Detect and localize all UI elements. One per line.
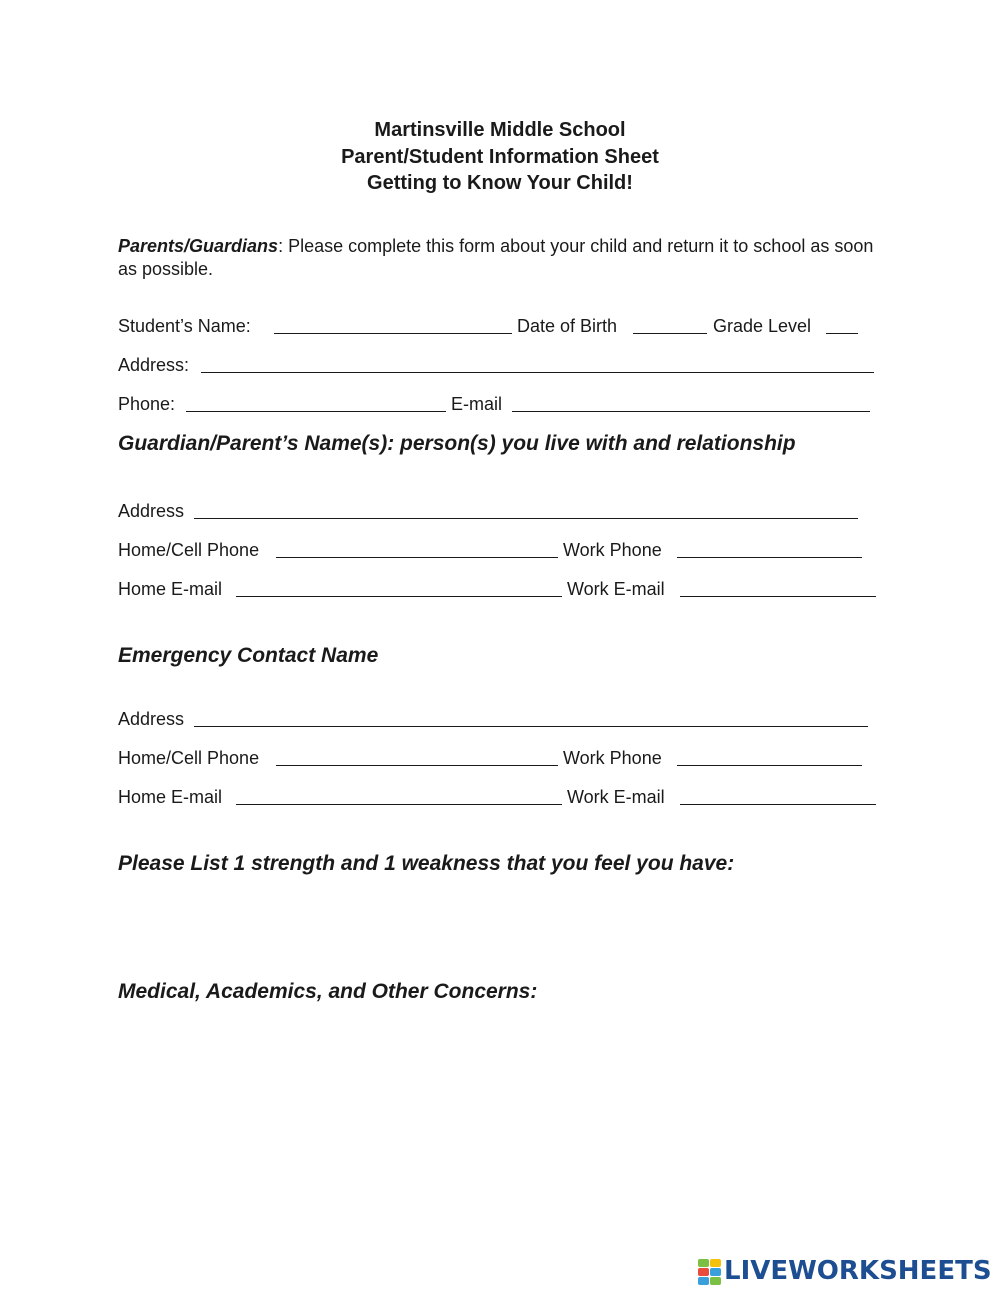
emergency-address-label: Address [118,709,185,729]
guardian-email-row [118,577,878,601]
student-address-row [118,353,878,377]
guardian-home-email-label: Home E-mail [118,579,223,599]
sheet-subtitle: Getting to Know Your Child! [367,172,633,194]
emergency-work-phone-label: Work Phone [563,748,662,768]
emergency-home-phone-field[interactable] [276,765,558,766]
emergency-heading: Emergency Contact Name [118,644,379,667]
logo-text: LIVEWORKSHEETS [724,1256,992,1286]
guardian-work-email-field[interactable] [680,596,876,597]
emergency-home-email-label: Home E-mail [118,787,223,807]
guardian-address-field[interactable] [194,518,858,519]
emergency-email-row [118,785,878,809]
guardian-home-phone-label: Home/Cell Phone [118,540,260,560]
student-contact-row [118,392,878,416]
student-name-row [118,314,878,338]
liveworksheets-logo [698,1255,992,1287]
intro-paragraph [118,235,888,281]
student-name-label: Student’s Name: [118,316,251,336]
guardian-work-email-label: Work E-mail [567,579,665,599]
student-email-field[interactable] [512,411,870,412]
sheet-title: Parent/Student Information Sheet [341,145,659,168]
emergency-work-email-label: Work E-mail [567,787,665,807]
logo-tiles-icon [698,1257,722,1285]
student-address-label: Address: [118,355,190,375]
form-header [0,117,1000,197]
guardian-address-label: Address [118,501,185,521]
student-name-field[interactable] [274,333,512,334]
concerns-heading: Medical, Academics, and Other Concerns: [118,980,538,1003]
strengths-heading: Please List 1 strength and 1 weakness that you feel you have: [118,852,735,875]
grade-level-field[interactable] [826,333,858,334]
guardian-work-phone-field[interactable] [677,557,862,558]
emergency-home-email-field[interactable] [236,804,562,805]
emergency-phone-row [118,746,878,770]
guardian-heading: Guardian/Parent’s Name(s): person(s) you live with and relationship [118,432,796,455]
emergency-work-email-field[interactable] [680,804,876,805]
student-email-label: E-mail [451,394,503,414]
grade-level-label: Grade Level [713,316,812,336]
guardian-home-phone-field[interactable] [276,557,558,558]
student-phone-field[interactable] [186,411,446,412]
student-phone-label: Phone: [118,394,176,414]
intro-lead: Parents/Guardians [118,236,279,256]
guardian-address-row [118,499,878,523]
intro-text: : Please complete this form about your child and return it to school as soon as possible. [118,236,874,279]
dob-field[interactable] [633,333,707,334]
emergency-work-phone-field[interactable] [677,765,862,766]
guardian-home-email-field[interactable] [236,596,562,597]
emergency-home-phone-label: Home/Cell Phone [118,748,260,768]
student-address-field[interactable] [201,372,874,373]
guardian-phone-row [118,538,878,562]
guardian-work-phone-label: Work Phone [563,540,662,560]
school-name: Martinsville Middle School [374,119,626,141]
emergency-address-row [118,707,878,731]
emergency-address-field[interactable] [194,726,868,727]
dob-label: Date of Birth [517,316,618,336]
